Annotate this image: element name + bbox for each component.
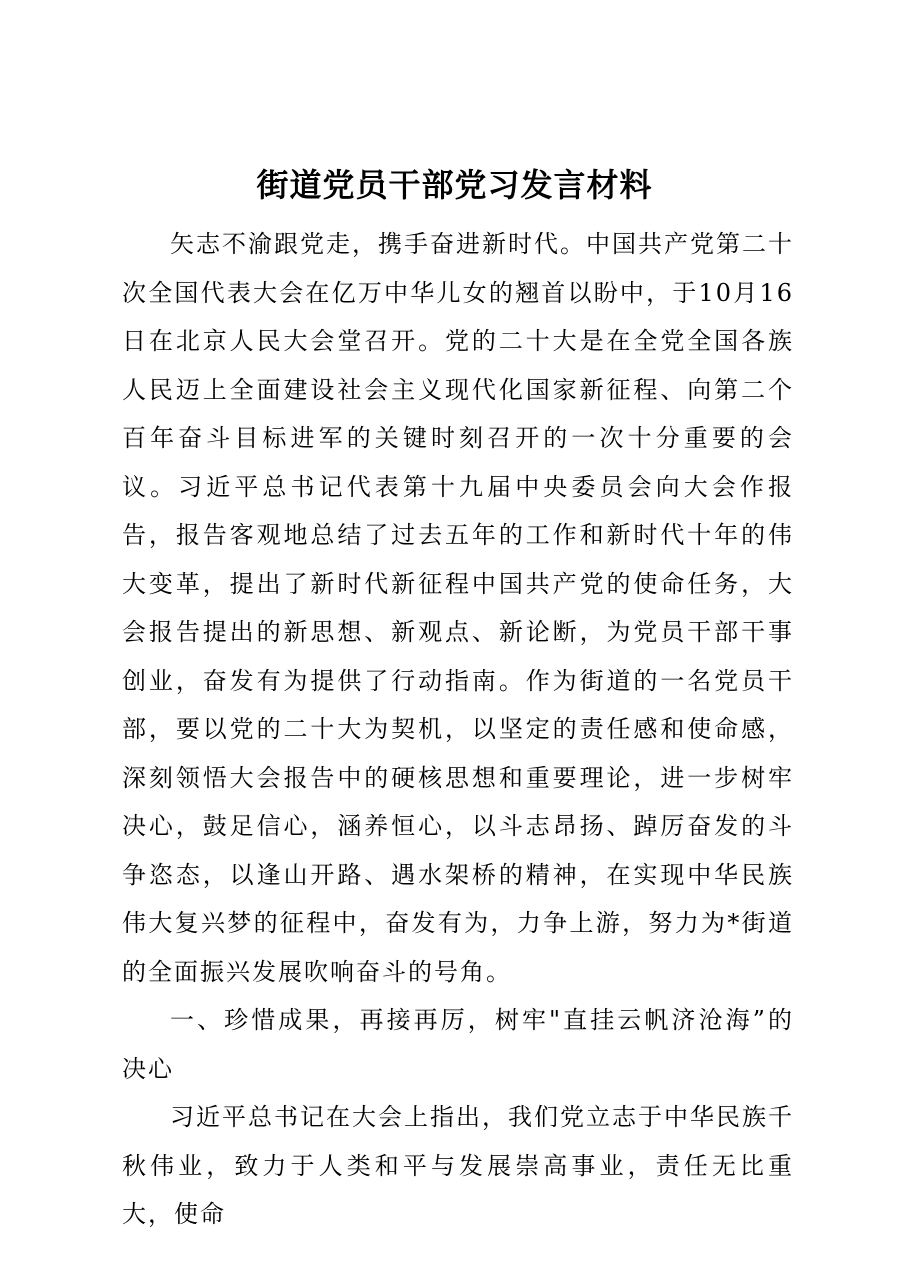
paragraph-intro: 矢志不渝跟党走，携手奋进新时代。中国共产党第二十次全国代表大会在亿万中华儿女的翘首以盼中，于10月16日在北京人民大会堂召开。党的二十大是在全党全国各族人民迈上全面建设社会主义现代化国家新征程、向第二个百年奋斗目标进军的关键时刻召开的一次十分重要的会议。习近平总书记代表第十九届中央委员会向大会作报告，报告客观地总结了过去五年的工作和新时代十年的伟大变革，提出了新时代新征程中国共产党的使命任务，大会报告提出的新思想、新观点、新论断，为党员干部干事创业，奋发有为提供了行动指南。作为街道的一名党员干部，要以党的二十大为契机，以坚定的责任感和使命感，深刻领悟大会报告中的硬核思想和重要理论，进一步树牢决心，鼓足信心，涵养恒心，以斗志昂扬、踔厉奋发的斗争恣态，以逢山开路、遇水架桥的精神，在实现中华民族伟大复兴梦的征程中，奋发有为，力争上游，努力为*街道的全面振兴发展吹响奋斗的号角。 <box>122 230 794 986</box>
paragraph-section-1: 习近平总书记在大会上指出，我们党立志于中华民族千秋伟业，致力于人类和平与发展崇高事业，责任无比重大，使命 <box>122 1103 794 1228</box>
document-title: 街道党员干部党习发言材料 <box>256 166 653 204</box>
section-heading-1: 一、珍惜成果，再接再厉，树牢"直挂云帆济沧海”的决心 <box>122 1006 794 1083</box>
document-body <box>122 220 794 1239</box>
